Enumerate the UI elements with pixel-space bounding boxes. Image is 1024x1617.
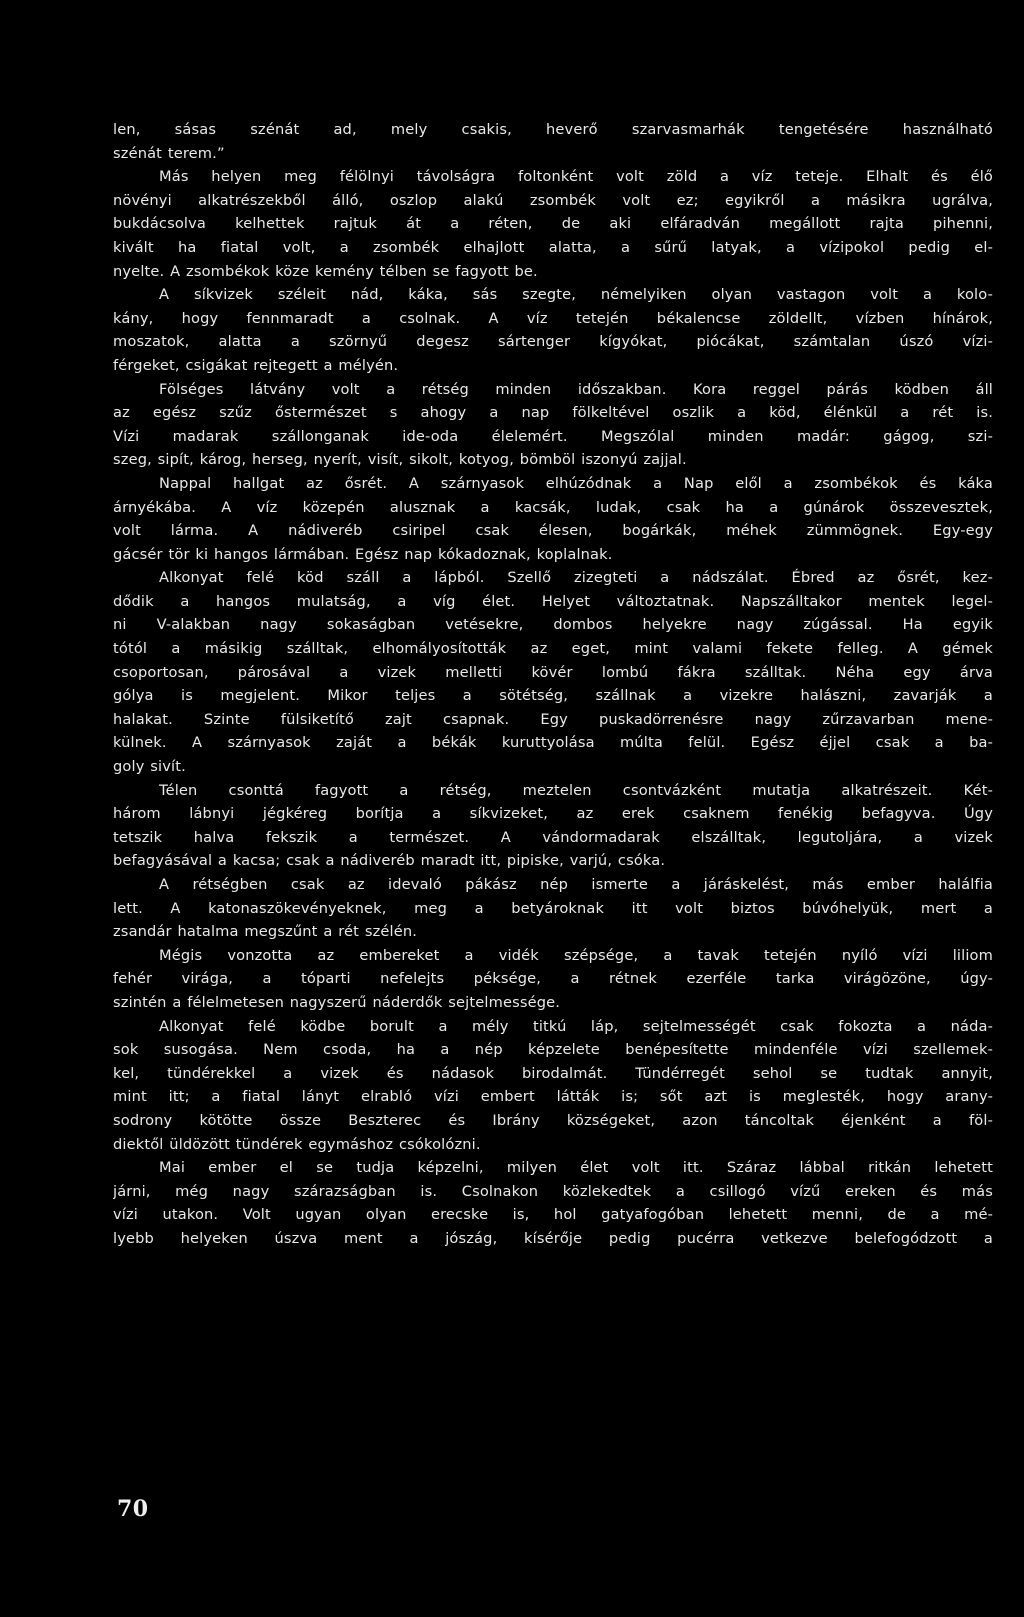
text-line: Nappal hallgat az ősrét. A szárnyasok elhúzódnak a Nap elől a zsombékok és káka [159, 474, 993, 492]
text-line: gólya is megjelent. Mikor teljes a sötétség, szállnak a vizekre halászni, zavarják a [113, 687, 993, 705]
text-line: nyelte. A zsombékok köze kemény télben se fagyott be. [113, 262, 538, 280]
text-line: kány, hogy fennmaradt a csolnak. A víz tetején békalencse zöldellt, vízben hínárok, [113, 309, 993, 327]
text-line: sodrony kötötte össze Beszterec és Ibrány községeket, azon táncoltak éjenként a föl- [113, 1111, 993, 1129]
text-line: tótól a másikig szálltak, elhomályosították az eget, mint valami fekete felleg. A gémek [113, 640, 993, 658]
text-line: dődik a hangos mulatság, a víg élet. Helyet változtatnak. Napszálltakor mentek legel- [113, 592, 993, 610]
text-line: goly sivít. [113, 758, 186, 776]
text-line: A rétségben csak az idevaló pákász nép ismerte a járáskelést, más ember halálfia [159, 876, 993, 893]
text-line: halakat. Szinte fülsiketítő zajt csapnak. Egy puskadörrenésre nagy zűrzavarban mene- [113, 710, 993, 728]
text-line: kel, tündérekkel a vizek és nádasok birodalmát. Tündérregét sehol se tudtak annyit, [113, 1064, 993, 1082]
text-line: Mégis vonzotta az embereket a vidék szépsége, a tavak tetején nyíló vízi liliom [159, 946, 993, 964]
text-line: Más helyen meg félölnyi távolságra foltonként volt zöld a víz teteje. Elhalt és élő [159, 168, 993, 186]
text-line: az egész szűz őstermészet s ahogy a nap fölkeltével oszlik a köd, élénkül a rét is. [113, 404, 993, 422]
text-line: volt lárma. A nádiveréb csiripel csak élesen, bogárkák, méhek zümmögnek. Egy-egy [113, 522, 993, 540]
text-line: árnyékába. A víz közepén alusznak a kacsák, ludak, csak ha a gúnárok összevesztek, [113, 498, 993, 516]
text-line: Fölséges látvány volt a rétség minden időszakban. Kora reggel párás ködben áll [159, 380, 993, 398]
text-line: Vízi madarak szállonganak ide-oda élelemért. Megszólal minden madár: gágog, szi- [113, 427, 993, 445]
text-line: mint itt; a fiatal lányt elrabló vízi embert látták is; sőt azt is meglesték, hogy arany- [113, 1088, 993, 1106]
text-line: szeg, sipít, károg, herseg, nyerít, visít, sikolt, kotyog, bömböl iszonyú zajjal. [113, 451, 687, 469]
text-line: bukdácsolva kelhettek rajtuk át a réten, de aki elfáradván megállott rajta pihenni, [113, 215, 993, 233]
text-line: befagyásával a kacsa; csak a nádiveréb maradt itt, pipiske, varjú, csóka. [113, 852, 666, 870]
text-line: lett. A katonaszökevényeknek, meg a betyároknak itt volt biztos búvóhelyük, mert a [113, 899, 993, 917]
page-number: 70 [117, 1496, 149, 1522]
text-line: Mai ember el se tudja képzelni, milyen élet volt itt. Száraz lábbal ritkán lehetett [159, 1159, 993, 1177]
text-line: lyebb helyeken úszva ment a jószág, kísérője pedig pucérra vetkezve belefogódzott a [113, 1229, 993, 1247]
text-line: Alkonyat felé köd száll a lápból. Szellő zizegteti a nádszálat. Ébred az ősrét, kez- [159, 569, 993, 587]
text-line: külnek. A szárnyasok zaját a békák kuruttyolása múlta felül. Egész éjjel csak a ba- [113, 734, 993, 752]
text-line: A síkvizek széleit nád, káka, sás szegte, némelyiken olyan vastagon volt a kolo- [159, 286, 993, 304]
text-line: diektől üldözött tündérek egymáshoz csókolózni. [113, 1135, 481, 1153]
text-line: férgeket, csigákat rejtegett a mélyén. [113, 356, 399, 374]
text-line: szintén a félelmetesen nagyszerű náderdők sejtelmessége. [113, 993, 561, 1011]
text-line: fehér virága, a tóparti nefelejts péksége, a rétnek ezerféle tarka virágözöne, úgy- [113, 970, 993, 988]
text-line: növényi alkatrészekből álló, oszlop alakú zsombék volt ez; egyikről a másikra ugrálva, [113, 191, 993, 209]
text-line: kivált ha fiatal volt, a zsombék elhajlott alatta, a sűrű latyak, a vízipokol pedig el- [113, 238, 993, 256]
text-line: moszatok, alatta a szörnyű degesz sártenger kígyókat, piócákat, számtalan úszó vízi- [113, 333, 993, 351]
body-text [113, 118, 993, 1251]
document-page [113, 118, 993, 1251]
text-line: vízi utakon. Volt ugyan olyan erecske is, hol gatyafogóban lehetett menni, de a mé- [113, 1206, 993, 1224]
text-line: zsandár hatalma megszűnt a rét szélén. [113, 923, 418, 941]
text-line: len, sásas szénát ad, mely csakis, heverő szarvasmarhák tengetésére használható [113, 121, 993, 138]
text-line: járni, még nagy szárazságban is. Csolnakon közlekedtek a csillogó vízű ereken és más [113, 1182, 993, 1200]
text-line: csoportosan, párosával a vizek melletti kövér lombú fákra szálltak. Néha egy árva [113, 663, 993, 681]
text-line: Alkonyat felé ködbe borult a mély titkú láp, sejtelmességét csak fokozta a náda- [159, 1017, 993, 1035]
text-line: tetszik halva fekszik a természet. A vándormadarak elszálltak, legutoljára, a vizek [113, 828, 993, 846]
text-line: gácsér tör ki hangos lármában. Egész nap kókadoznak, koplalnak. [113, 545, 613, 563]
text-line: három lábnyi jégkéreg borítja a síkvizeket, az erek csaknem fenékig befagyva. Úgy [113, 805, 993, 823]
text-line: szénát terem.” [113, 144, 225, 162]
text-line: sok susogása. Nem csoda, ha a nép képzelete benépesítette mindenféle vízi szellemek- [113, 1041, 993, 1059]
text-line: ni V-alakban nagy sokaságban vetésekre, dombos helyekre nagy zúgással. Ha egyik [113, 616, 993, 634]
text-line: Télen csonttá fagyott a rétség, meztelen csontvázként mutatja alkatrészeit. Két- [159, 781, 993, 799]
